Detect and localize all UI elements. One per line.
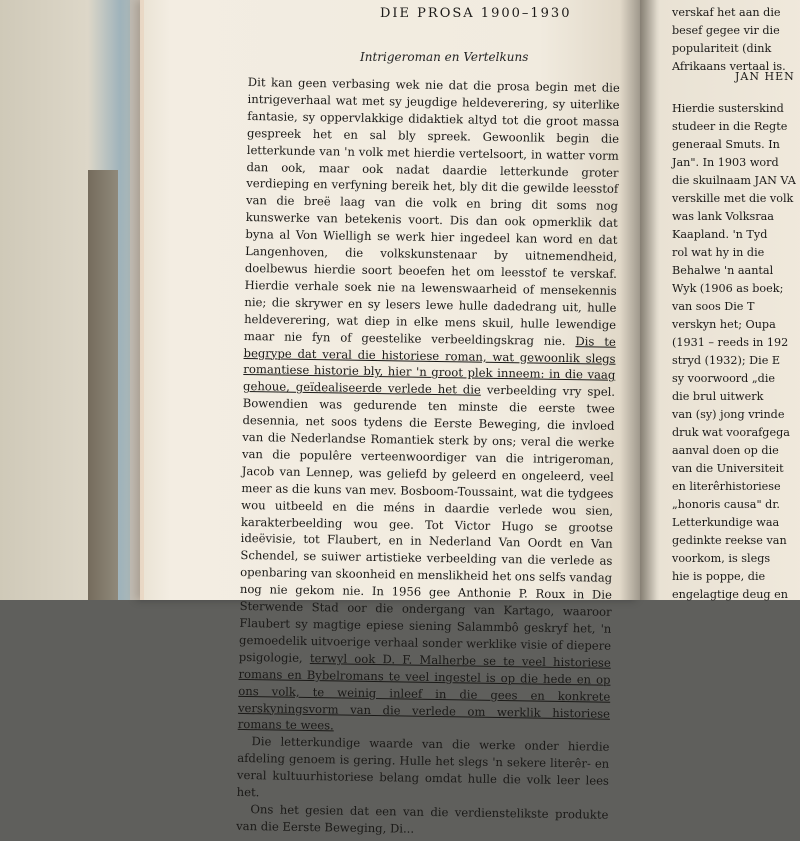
right-page-line: Kaapland. 'n Tyd <box>672 228 768 241</box>
right-page-line: en literêrhistoriese <box>672 480 781 493</box>
right-page-line: van (sy) jong vrinde <box>672 408 785 421</box>
right-page-line: Afrikaans vertaal is. <box>672 60 786 73</box>
right-page-line: Jan". In 1903 word <box>672 156 779 169</box>
right-page-line: sy voorwoord „die <box>672 372 776 385</box>
right-page-line: was lank Volksraa <box>672 210 774 223</box>
right-page-line: hie is poppe, die <box>672 570 766 583</box>
right-page-line: engelagtige deug en <box>672 588 788 601</box>
right-page-line: populariteit (dink <box>672 42 772 55</box>
right-page-line: van soos Die T <box>672 300 755 313</box>
right-page-line: Behalwe 'n aantal <box>672 264 774 277</box>
right-page-line: rol wat hy in die <box>672 246 765 259</box>
right-page-line: voorkom, is slegs <box>672 552 771 565</box>
right-page-line: Letterkundige waa <box>672 516 780 529</box>
underlined-text: terwyl ook D. F. Malherbe se te veel historiese romans en Bybelromans te veel ingestel is op die hede en op ons volk, te weinig inleef in die gees en konkrete verskyningsvorm van die verlede om werklik historiese romans te wees. <box>237 650 611 733</box>
shadow <box>88 170 118 600</box>
right-page-line: aanval doen op die <box>672 444 779 457</box>
right-page-line: „honoris causa" dr. <box>672 498 780 511</box>
paragraph: Dit kan geen verbasing wek nie dat die prosa begin met die intrigeverhaal wat met sy jeugdige heldeverering, sy uiterlike fantasie, sy oppervlakkige didaktiek altyd tot die groot massa gespreek het en sal bly spreek. Gewoonlik begin die letterkunde van 'n volk met hierdie vertelsoort, in watter vorm dan ook, maar ook nadat daardie letterkunde groter verdieping en verfyning bereik het, bly dit die gewilde leesstof van die breë laag van die volk en bring dit soms nog kunswerke van betekenis voort. Dis dan ook opmerklik dat byna al Von Wielligh se werk hier ingedeel kan word en dat Langenhoven, die volkskunstenaar by uitnemendheid, doelbewus hierdie soort beoefen het om leesstof te verskaf. Hierdie verhale soek nie na lewenswaarheid of mensekennis nie; die skrywer en sy lesers lewe hulle dadedrang uit, hulle heldeverering, wat diep in elke mens skuil, hulle lewendige maar nie fyn of geestelike verbeeldingskrag nie. Dis te begrype dat veral die historiese roman, wat gewoonlik slegs romantiese historie bly, hier 'n groot plek inneem: in die vaag gehoue, geïdealiseerde verlede het die verbeelding vry spel. Bowendien was gedurende ten minste die eerste twee desennia, net soos tydens die Eerste Beweging, die invloed van die Nederlandse Romantiek sterk by ons; veral die werke van die populêre verteenwoordiger van die intrigeroman, Jacob van Lennep, was geliefd by geleerd en ongeleerd, veel meer as die kuns van mev. Bosboom-Toussaint, wat die tydgees wou uitbeeld en die méns in daardie verlede wou sien, karakterbeelding wou gee. Tot Victor Hugo se grootse ideëvisie, tot Flaubert, en in Nederland Van Oordt en Van Schendel, se suiwer artistieke verbeelding van die verlede as openbaring van skoonheid en menslikheid het ons selfs vandag nog nie gekom nie. In 1956 gee Anthonie P. Roux in Die Sterwende Stad oor die ondergang van Kartago, waaroor Flaubert sy magtige epiese siening Salammbô geskryf het, 'n gemoedelik uitvoerige verhaal sonder werklike visie of diepere psigologie, terwyl ook D. F. Malherbe se te veel historiese romans en Bybelromans te veel ingestel is op die hede en op ons volk, te weinig inleef in die gees en konkrete verskyningsvorm van die verlede om werklik historiese romans te wees. <box>237 74 620 733</box>
book-gutter <box>620 0 660 600</box>
right-page-line: van die Universiteit <box>672 462 784 475</box>
paragraph: Ons het gesien dat een van die verdienstelikste produkte van die Eerste Beweging, Di... <box>236 802 609 836</box>
page-edge <box>130 0 144 600</box>
right-page-line: verskaf het aan die <box>672 6 781 19</box>
right-page-line: studeer in die Regte <box>672 120 788 133</box>
right-page-line: Wyk (1906 as boek; <box>672 282 784 295</box>
page-title: DIE PROSA 1900–1930 <box>380 6 572 21</box>
paragraph: Die letterkundige waarde van die werke onder hierdie afdeling genoem is gering. Hulle het slegs 'n sekere literêr- en veral kultuurhistoriese belang omdat hulle die volk leer lees het. <box>236 734 610 800</box>
right-page-line: die skuilnaam JAN VA <box>672 174 796 187</box>
right-page-line: stryd (1932); Die E <box>672 354 781 367</box>
right-page-line: die brul uitwerk <box>672 390 764 403</box>
right-page-line: gedinkte reekse van <box>672 534 787 547</box>
right-page-line: Hierdie susterskind <box>672 102 784 115</box>
right-page-line: generaal Smuts. In <box>672 138 780 151</box>
right-page-line: verskille met die volk <box>672 192 794 205</box>
right-page-line: verskyn het; Oupa <box>672 318 776 331</box>
right-page-line: druk wat voorafgega <box>672 426 790 439</box>
right-page-heading: JAN HEN <box>735 70 795 83</box>
right-page-line: (1931 – reeds in 192 <box>672 336 789 349</box>
underlined-text: Dis te begrype dat veral die historiese roman, wat gewoonlik slegs romantiese historie bly, hier 'n groot plek inneem: in die vaag gehoue, geïdealiseerde verlede het die <box>242 333 616 398</box>
right-page-line: besef gegee vir die <box>672 24 780 37</box>
body-text <box>236 74 620 841</box>
section-subtitle: Intrigeroman en Vertelkuns <box>360 50 529 64</box>
